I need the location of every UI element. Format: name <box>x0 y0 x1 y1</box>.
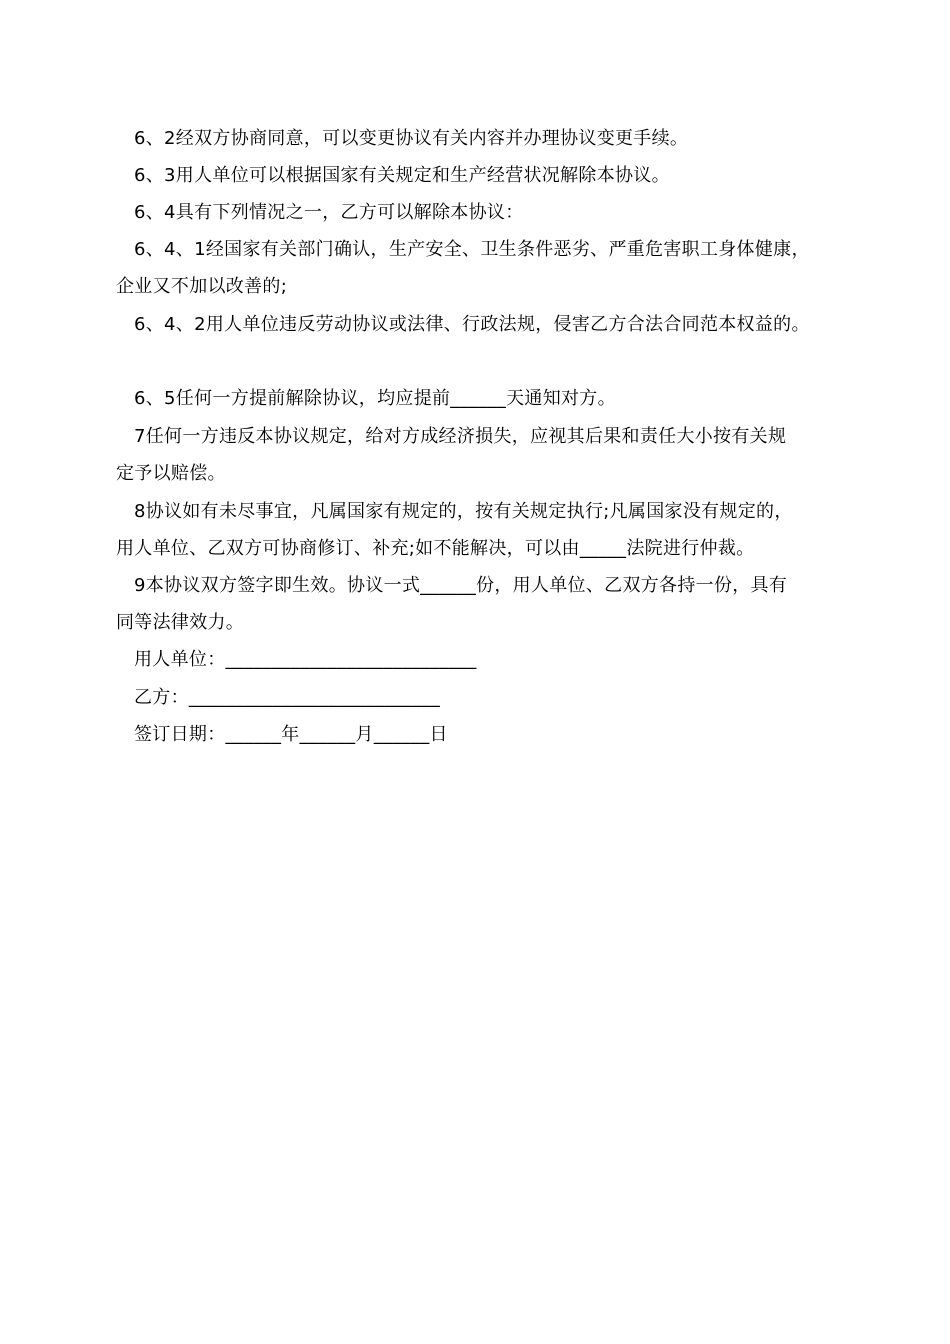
clause-8-line1: 8协议如有未尽事宜，凡属国家有规定的，按有关规定执行;凡属国家没有规定的， <box>134 501 793 522</box>
clause-6-2: 6、2经双方协商同意，可以变更协议有关内容并办理协议变更手续。 <box>134 128 689 149</box>
clause-6-4-2: 6、4、2用人单位违反劳动协议或法律、行政法规，侵害乙方合法合同范本权益的。 <box>134 314 810 335</box>
clause-7-line1: 7任何一方违反本协议规定，给对方成经济损失，应视其后果和责任大小按有关规 <box>134 426 787 447</box>
clause-6-3: 6、3用人单位可以根据国家有关规定和生产经营状况解除本协议。 <box>134 165 670 186</box>
clause-8-line2: 用人单位、乙双方可协商修订、补充;如不能解决，可以由_____法院进行仲裁。 <box>116 538 755 559</box>
party-b-signature-line: 乙方：___________________________ <box>134 687 440 708</box>
clause-9-line2: 同等法律效力。 <box>116 612 245 633</box>
employer-signature-line: 用人单位：___________________________ <box>134 649 477 670</box>
signing-date-line: 签订日期：______年______月______日 <box>134 724 448 745</box>
clause-6-4: 6、4具有下列情况之一，乙方可以解除本协议： <box>134 202 524 223</box>
clause-9-line1: 9本协议双方签字即生效。协议一式______份，用人单位、乙双方各持一份，具有 <box>134 575 788 596</box>
clause-6-5: 6、5任何一方提前解除协议，均应提前______天通知对方。 <box>134 388 616 409</box>
clause-6-4-1-line2: 企业又不加以改善的; <box>116 276 288 297</box>
clause-7-line2: 定予以赔偿。 <box>116 463 226 484</box>
clause-6-4-1-line1: 6、4、1经国家有关部门确认，生产安全、卫生条件恶劣、严重危害职工身体健康， <box>134 239 810 260</box>
